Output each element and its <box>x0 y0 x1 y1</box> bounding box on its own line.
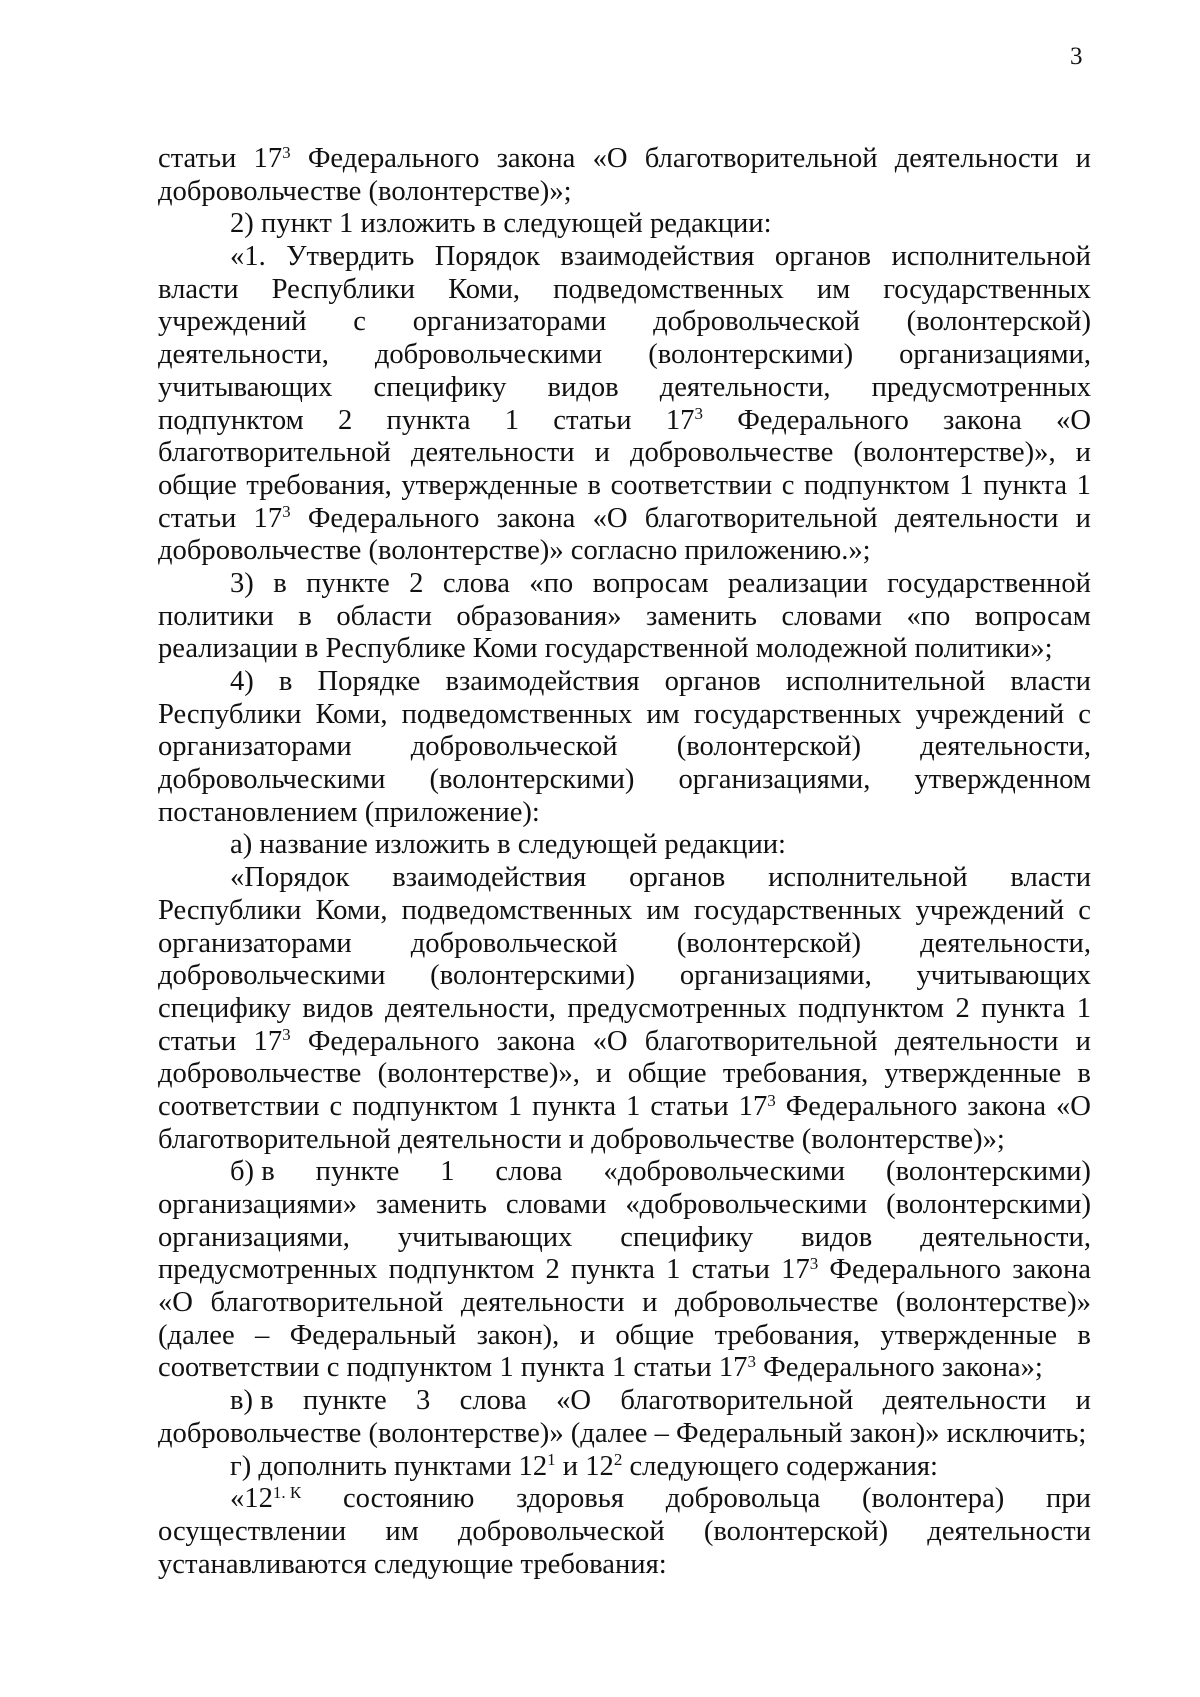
text-word: организациями, <box>899 339 1091 371</box>
text-word: им <box>385 1515 419 1547</box>
text-word: (волонтерскими) <box>430 960 636 992</box>
text-word: взаимодействия <box>392 862 587 894</box>
text-word: состоянию <box>342 1483 475 1515</box>
text-line <box>158 1254 1091 1287</box>
text-word: при <box>1046 1483 1091 1515</box>
text-line <box>158 960 1091 993</box>
superscript: 3 <box>282 502 291 522</box>
text-word: деятельности <box>460 1287 625 1319</box>
text-line <box>158 1483 1091 1516</box>
text-word: (волонтерской) <box>676 927 862 959</box>
text-word: 1 <box>626 1090 641 1122</box>
text-line <box>158 601 1091 634</box>
text-word: вопросам <box>592 567 709 599</box>
text-word: Федерального закона»; <box>755 1352 1043 1384</box>
text-word: пункта <box>571 1254 655 1286</box>
text-word: благотворительной <box>620 1385 854 1417</box>
text-word: государственной <box>887 567 1091 599</box>
text-word: добровольческими <box>158 960 386 992</box>
text-word: предусмотренных <box>871 371 1091 403</box>
text-word: 1 <box>1076 469 1091 501</box>
text-line <box>158 1385 1091 1418</box>
text-word: постановлением (приложение): <box>158 796 540 828</box>
superscript: 2 <box>613 1450 623 1470</box>
superscript: 3 <box>282 142 291 162</box>
text-word: требования, <box>246 469 392 501</box>
text-word: деятельности, <box>385 992 556 1024</box>
text-word: пункте <box>303 1385 387 1417</box>
superscript: 3 <box>282 1025 291 1045</box>
text-word: соответствии <box>610 469 773 501</box>
text-word: пункта <box>532 1090 617 1122</box>
text-word: в <box>587 469 602 501</box>
text-word: здоровья <box>516 1483 625 1515</box>
text-word: устанавливаются следующие требования: <box>158 1548 667 1580</box>
text-word: слова <box>442 567 510 599</box>
text-line <box>158 1189 1091 1222</box>
superscript: 1 <box>547 1450 556 1470</box>
text-word: статьи <box>158 502 237 534</box>
text-word: и <box>579 1319 595 1351</box>
text-line <box>158 731 1091 764</box>
text-word: Коми, <box>448 273 521 305</box>
text-word: Коми, <box>315 698 388 730</box>
text-word: 2 <box>955 992 970 1024</box>
text-word: 1 <box>666 1254 681 1286</box>
text-line <box>158 437 1091 470</box>
text-line <box>158 829 1091 862</box>
text-line <box>158 405 1091 438</box>
text-word: 2 <box>337 404 353 436</box>
text-word: добровольческой <box>410 731 618 763</box>
text-word: благотворительной <box>210 1287 444 1319</box>
text-word: «по <box>529 567 574 599</box>
text-word: подведомственных <box>401 894 633 926</box>
text-word: «по <box>906 600 951 632</box>
text-line <box>158 176 1091 209</box>
text-word: предусмотренных <box>567 992 787 1024</box>
text-word: учреждений <box>915 894 1065 926</box>
text-word: реализации в Республике Коми государственной молодежной политики»; <box>158 633 1053 665</box>
text-line <box>158 764 1091 797</box>
text-line <box>158 306 1091 339</box>
text-word: деятельности, <box>920 927 1091 959</box>
text-word: Федерального <box>307 143 480 174</box>
text-line <box>158 1418 1091 1451</box>
text-word: организаторами <box>412 306 607 338</box>
text-word: «О <box>1055 1090 1091 1122</box>
text-word: (волонтерстве)», <box>377 1058 580 1090</box>
text-word: утвержденном <box>914 764 1091 796</box>
text-word: $17^3$ <box>665 404 703 436</box>
text-word: статьи <box>650 1090 729 1122</box>
text-word: организациями, <box>678 764 871 796</box>
text-line <box>158 470 1091 503</box>
text-word: заменить <box>646 600 757 632</box>
text-word: деятельности, <box>920 1221 1091 1253</box>
text-word: подпунктом <box>352 1090 498 1122</box>
text-word: добровольческой <box>457 1515 665 1547</box>
text-word: с <box>353 306 366 338</box>
text-word: власти <box>158 273 239 305</box>
text-word: 2 <box>409 567 424 599</box>
text-word: (волонтера) <box>862 1483 1005 1515</box>
text-word: в <box>298 600 312 632</box>
text-word: (волонтерстве)», <box>853 437 1056 469</box>
text-word: и <box>642 1287 658 1319</box>
text-word: утвержденные <box>880 1319 1058 1351</box>
text-word: закона <box>1012 1254 1091 1286</box>
text-word: (волонтерскими) <box>429 764 635 796</box>
text-word: и <box>1075 437 1091 469</box>
text-word: благотворительной <box>644 1025 878 1057</box>
text-word: организациями, <box>158 1221 350 1253</box>
text-word: им <box>646 894 680 926</box>
text-word: деятельности, <box>659 371 831 403</box>
text-word: подпунктом <box>158 404 304 436</box>
text-word: Федерального <box>829 1254 1002 1286</box>
text-word: $17^3$ <box>253 502 291 534</box>
text-line <box>158 797 1091 830</box>
text-word: с <box>781 469 795 501</box>
text-line <box>158 274 1091 307</box>
text-word: «О <box>592 143 628 174</box>
text-word: благотворительной <box>644 143 878 174</box>
text-word: подпунктом <box>388 1254 535 1286</box>
text-word: закона <box>943 404 1022 436</box>
text-word: закон), <box>476 1319 560 1351</box>
text-word: государственных <box>693 894 902 926</box>
text-word: добровольчестве (волонтерстве)» (далее – Федеральный закон)» исключить; <box>158 1417 1087 1449</box>
text-word: политики <box>158 600 274 632</box>
text-word: пункта <box>983 469 1068 501</box>
text-word: 1 <box>504 404 520 436</box>
document-body <box>158 143 1091 1581</box>
text-word: статьи <box>553 404 632 436</box>
text-word: соответствии с подпунктом 1 пункта 1 статьи $17^3$ <box>158 1352 756 1384</box>
text-word: специфику <box>620 1221 754 1253</box>
text-word: благотворительной деятельности и добровольчестве (волонтерстве)»; <box>158 1123 1005 1155</box>
text-word: специфику <box>158 992 291 1024</box>
text-word: «добровольческими <box>603 1156 846 1188</box>
text-word: учитывающих <box>916 960 1091 992</box>
text-word: в <box>1077 1058 1091 1090</box>
text-word: «Порядок <box>230 862 350 894</box>
text-word: добровольчестве <box>674 1287 879 1319</box>
text-word: Порядок <box>434 241 540 273</box>
text-line <box>158 1287 1091 1320</box>
text-word: добровольца <box>665 1483 821 1515</box>
text-word: Федерального <box>785 1090 958 1122</box>
text-word: пункте <box>315 1156 400 1188</box>
text-word: и <box>596 1058 612 1090</box>
text-line <box>158 1549 1091 1582</box>
text-line <box>158 535 1091 568</box>
text-word: следующего содержания: <box>622 1450 938 1482</box>
text-word: с <box>329 1090 343 1122</box>
text-word: 3) <box>230 567 254 599</box>
text-word: (далее <box>158 1319 235 1351</box>
text-word: государственных <box>693 698 902 730</box>
text-word: словами <box>505 1189 607 1220</box>
text-word: пункта <box>981 992 1066 1024</box>
text-line <box>158 372 1091 405</box>
text-word: взаимодействия <box>560 241 755 273</box>
text-word: деятельности <box>410 437 575 469</box>
text-word: учитывающих <box>158 371 333 403</box>
text-word: (волонтерской) <box>703 1515 889 1547</box>
text-word: Республики <box>271 273 416 305</box>
text-word: деятельности <box>894 143 1059 174</box>
text-line <box>158 699 1091 732</box>
text-word: «1. <box>230 241 266 273</box>
text-word: «добровольческими <box>625 1189 868 1220</box>
text-line <box>158 143 1091 176</box>
text-word: им <box>816 273 851 305</box>
text-word: деятельности <box>894 502 1059 534</box>
text-word: организациями, <box>679 960 872 992</box>
text-line <box>158 928 1091 961</box>
text-word: подведомственных <box>553 273 784 305</box>
text-word: общие <box>158 469 237 501</box>
text-word: в <box>273 567 287 599</box>
superscript: 3 <box>694 404 703 424</box>
text-line <box>158 1451 1091 1484</box>
text-word: «$12^{1. К}$ <box>230 1482 302 1515</box>
text-word: видов <box>547 371 619 403</box>
text-word: деятельности, <box>158 339 329 371</box>
text-word: соответствии <box>158 1090 320 1122</box>
text-word: статьи <box>691 1254 770 1286</box>
text-word: подпунктом <box>803 469 950 501</box>
text-word: Федерального <box>307 1025 480 1057</box>
text-word: $17^3$ <box>253 142 291 174</box>
text-word: в <box>1077 1319 1091 1351</box>
text-word: (волонтерскими) <box>648 339 854 371</box>
text-word: области <box>336 600 432 632</box>
text-word: $17^3$ <box>781 1254 819 1286</box>
text-word: добровольчестве (волонтерстве)» согласно приложению.»; <box>158 535 871 567</box>
text-word: образования» <box>456 600 622 632</box>
text-word: осуществлении <box>158 1515 347 1547</box>
text-word: и $12^2$ <box>555 1450 623 1482</box>
text-word: Республики <box>158 894 302 926</box>
text-word: $17^3$ <box>253 1025 291 1057</box>
text-word: г) дополнить пунктами $12^1$ <box>230 1450 556 1482</box>
text-word: Коми, <box>315 894 388 926</box>
text-word: общие <box>615 1319 695 1351</box>
text-word: в) в <box>230 1385 274 1417</box>
text-word: органов <box>774 241 872 273</box>
text-word: закона <box>496 143 576 174</box>
text-line <box>158 1352 1091 1385</box>
page-number: 3 <box>1070 43 1083 70</box>
text-line <box>158 339 1091 372</box>
text-word: словами <box>781 600 882 632</box>
text-word: Республики <box>158 698 302 730</box>
text-word: б) в <box>230 1156 275 1188</box>
superscript: 1. К <box>272 1482 302 1502</box>
text-line <box>158 568 1091 601</box>
text-word: 1 <box>959 469 974 501</box>
text-word: Федерального <box>737 404 909 436</box>
text-word: (волонтерскими) <box>886 1156 1091 1188</box>
text-word: пункта <box>386 404 471 436</box>
text-word: органов <box>629 862 726 894</box>
text-word: деятельности <box>927 1515 1091 1547</box>
text-line <box>158 895 1091 928</box>
text-word: добровольческой <box>653 306 860 338</box>
text-word: Федерального <box>307 502 480 534</box>
text-word: 2) пункт 1 изложить в следующей редакции: <box>230 208 772 240</box>
text-word: исполнительной <box>785 666 986 697</box>
text-word: Утвердить <box>286 241 415 273</box>
text-line <box>158 633 1091 666</box>
text-word: организаторами <box>158 731 352 763</box>
text-word: слова <box>459 1385 527 1417</box>
text-word: видов <box>302 992 374 1024</box>
text-word: добровольческими <box>374 339 603 371</box>
text-word: добровольчестве (волонтерстве)»; <box>158 175 572 207</box>
text-word: специфику <box>373 371 507 403</box>
text-word: учитывающих <box>397 1221 573 1253</box>
text-line <box>158 666 1091 699</box>
text-word: и <box>594 437 610 469</box>
text-word: власти <box>1010 862 1091 894</box>
text-word: 1 <box>440 1156 455 1188</box>
text-line <box>158 241 1091 274</box>
text-word: утвержденные <box>401 469 578 501</box>
text-word: «О <box>556 1385 592 1417</box>
text-word: закона <box>496 502 576 534</box>
text-line <box>158 1124 1091 1157</box>
text-line <box>158 1091 1091 1124</box>
text-word: требования, <box>722 1058 869 1090</box>
text-word: закона <box>496 1025 576 1057</box>
text-word: подведомственных <box>401 698 633 730</box>
text-word: государственных <box>883 273 1091 305</box>
text-word: статьи <box>158 143 237 174</box>
text-word: требования, <box>714 1319 861 1351</box>
text-word: им <box>646 698 680 730</box>
text-word: 2 <box>545 1254 560 1286</box>
text-word: (волонтерской) <box>676 731 862 763</box>
text-word: организациями» <box>158 1189 358 1220</box>
text-word: 1 <box>507 1090 523 1122</box>
text-line <box>158 1516 1091 1549</box>
text-word: с <box>1078 894 1091 926</box>
text-line <box>158 208 1091 241</box>
text-word: и <box>1075 1025 1091 1057</box>
text-word: взаимодействия <box>445 666 640 697</box>
text-line <box>158 1222 1091 1255</box>
text-word: заменить <box>376 1189 487 1220</box>
text-word: добровольчестве <box>629 437 834 469</box>
text-word: учреждений <box>915 698 1065 730</box>
text-word: «О <box>1056 404 1091 436</box>
text-word: и <box>1075 502 1091 534</box>
text-line <box>158 993 1091 1026</box>
text-word: деятельности <box>882 1385 1047 1417</box>
text-word: и <box>1075 1385 1091 1417</box>
text-word: добровольческими <box>158 764 386 796</box>
text-word: Федеральный <box>289 1319 457 1351</box>
text-word: благотворительной <box>644 502 878 534</box>
text-word: (волонтерской) <box>906 306 1091 338</box>
text-line <box>158 503 1091 536</box>
text-line <box>158 1320 1091 1353</box>
text-word: Порядке <box>317 666 421 697</box>
text-word: добровольчестве <box>158 1058 362 1090</box>
text-word: видов <box>801 1221 873 1253</box>
text-line <box>158 1156 1091 1189</box>
text-word: с <box>1078 698 1091 730</box>
superscript: 3 <box>809 1254 819 1274</box>
text-word: благотворительной <box>158 437 391 469</box>
text-word: учреждений <box>158 306 307 338</box>
text-word: а) название изложить в следующей редакции: <box>230 829 786 861</box>
text-word: слова <box>495 1156 563 1188</box>
text-word: статьи <box>158 1025 237 1057</box>
text-line <box>158 862 1091 895</box>
text-word: закона <box>967 1090 1047 1122</box>
text-word: в <box>278 666 293 697</box>
text-word: «О <box>592 502 628 534</box>
text-word: (волонтерстве)» <box>895 1287 1091 1319</box>
text-word: 1 <box>1076 992 1091 1024</box>
text-word: и <box>1075 143 1091 174</box>
text-word: 3 <box>416 1385 431 1417</box>
text-word: организаторами <box>158 927 352 959</box>
text-word: добровольческой <box>410 927 618 959</box>
text-word: исполнительной <box>891 241 1091 273</box>
text-word: вопросам <box>974 600 1091 632</box>
text-word: общие <box>627 1058 707 1090</box>
text-word: (волонтерскими) <box>886 1189 1091 1220</box>
text-word: $17^3$ <box>738 1090 776 1122</box>
text-word: пункте <box>306 567 390 599</box>
text-word: деятельности <box>894 1025 1059 1057</box>
text-word: предусмотренных <box>158 1254 378 1286</box>
superscript: 3 <box>747 1352 756 1372</box>
text-word: деятельности, <box>920 731 1091 763</box>
text-word: «О <box>158 1287 193 1319</box>
superscript: 3 <box>767 1090 776 1110</box>
text-line <box>158 1026 1091 1059</box>
text-word: органов <box>664 666 761 697</box>
text-word: власти <box>1010 666 1091 697</box>
text-word: исполнительной <box>768 862 968 894</box>
text-word: – <box>255 1319 270 1351</box>
text-word: подпунктом <box>798 992 944 1024</box>
text-word: «О <box>592 1025 628 1057</box>
text-line <box>158 1058 1091 1091</box>
text-word: реализации <box>728 567 868 599</box>
text-word: утвержденные <box>884 1058 1062 1090</box>
text-word: 4) <box>230 666 254 697</box>
